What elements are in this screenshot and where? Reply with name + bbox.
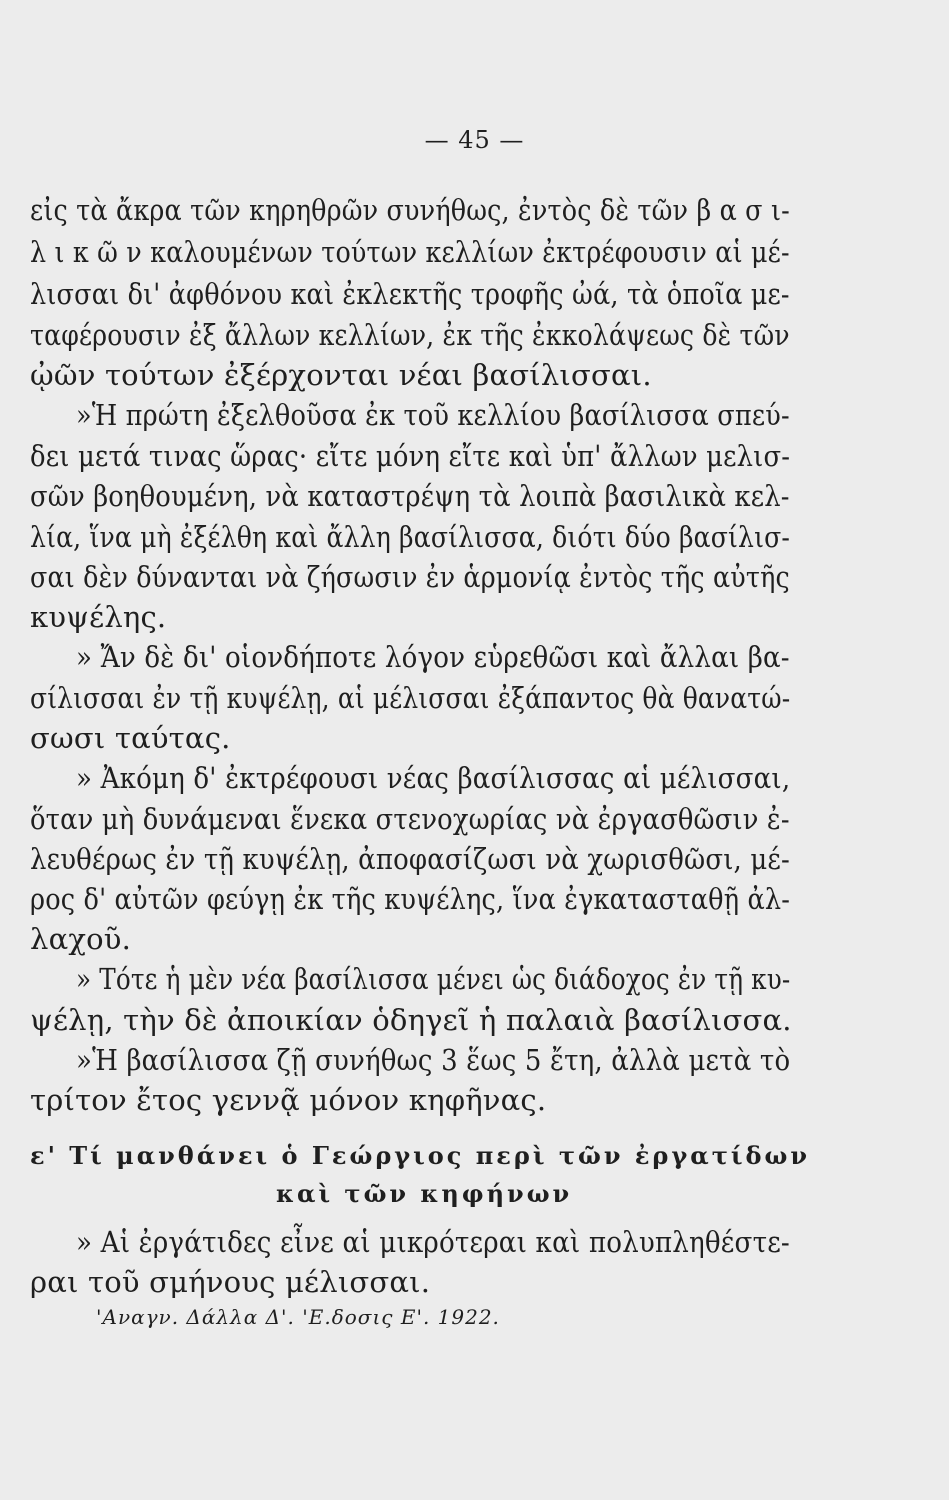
text-line-25: ραι τοῦ σμήνους μέλισσαι. — [30, 1265, 431, 1299]
text-line-9: λία, ἵνα μὴ ἐξέλθη καὶ ἄλλη βασίλισσα, διότι δύο βασίλισ- — [30, 520, 791, 554]
text-line-3: λισσαι δι' ἀφθόνου καὶ ἐκλεκτῆς τροφῆς ὠά, τὰ ὁποῖα με- — [30, 277, 790, 311]
text-line-2: λ ι κ ῶ ν καλουμένων τούτων κελλίων ἐκτρέφουσιν αἱ μέ- — [30, 235, 790, 269]
text-line-18: ρος δ' αὐτῶν φεύγῃ ἐκ τῆς κυψέλης, ἵνα ἐγκατασταθῇ ἀλ- — [30, 882, 791, 916]
text-line-5: ᾠῶν τούτων ἐξέρχονται νέαι βασίλισσαι. — [30, 358, 652, 392]
text-line-16: ὅταν μὴ δυνάμεναι ἕνεκα στενοχωρίας νὰ ἐργασθῶσιν ἐ- — [30, 802, 790, 836]
text-line-11: κυψέλης. — [30, 600, 167, 634]
page-number: — 45 — — [424, 126, 525, 154]
text-line-12: » Ἄν δὲ δι' οἱονδήποτε λόγον εὑρεθῶσι καὶ ἄλλαι βα- — [76, 640, 790, 674]
text-line-24: » Αἱ ἐργάτιδες εἶνε αἱ μικρότεραι καὶ πολυπληθέστε- — [76, 1225, 790, 1259]
text-line-4: ταφέρουσιν ἐξ ἄλλων κελλίων, ἐκ τῆς ἐκκολάψεως δὲ τῶν — [30, 318, 790, 352]
text-line-20: » Τότε ἡ μὲν νέα βασίλισσα μένει ὡς διάδοχος ἐν τῇ κυ- — [76, 962, 791, 996]
text-line-6: »Ἡ πρώτη ἐξελθοῦσα ἐκ τοῦ κελλίου βασίλισσα σπεύ- — [76, 398, 790, 432]
text-line-21: ψέλῃ, τὴν δὲ ἀποικίαν ὁδηγεῖ ἡ παλαιὰ βασίλισσα. — [30, 1003, 792, 1037]
print-footer: 'Αναγν. Δάλλα Δ'. 'Ε.δοσις Ε'. 1922. — [96, 1305, 500, 1329]
text-line-10: σαι δὲν δύνανται νὰ ζήσωσιν ἐν ἁρμονίᾳ ἐντὸς τῆς αὐτῆς — [30, 560, 790, 594]
text-line-23: τρίτον ἔτος γεννᾷ μόνον κηφῆνας. — [30, 1083, 547, 1117]
text-line-1: εἰς τὰ ἄκρα τῶν κηρηθρῶν συνήθως, ἐντὸς δὲ τῶν β α σ ι- — [30, 193, 790, 227]
text-line-17: λευθέρως ἐν τῇ κυψέλῃ, ἀποφασίζωσι νὰ χωρισθῶσι, μέ- — [30, 842, 790, 876]
section-heading-line-1: ε' Τί μανθάνει ὁ Γεώργιος περὶ τῶν ἐργατίδων — [30, 1141, 810, 1170]
section-heading-line-2: καὶ τῶν κηφήνων — [276, 1179, 573, 1208]
text-line-7: δει μετά τινας ὥρας· εἴτε μόνη εἴτε καὶ ὑπ' ἄλλων μελισ- — [30, 439, 791, 473]
text-line-13: σίλισσαι ἐν τῇ κυψέλῃ, αἱ μέλισσαι ἐξάπαντος θὰ θανατώ- — [30, 681, 791, 715]
text-line-19: λαχοῦ. — [30, 922, 132, 956]
text-line-14: σωσι ταύτας. — [30, 721, 231, 755]
text-line-15: » Ἀκόμη δ' ἐκτρέφουσι νέας βασίλισσας αἱ μέλισσαι, — [76, 761, 791, 795]
text-line-8: σῶν βοηθουμένη, νὰ καταστρέψη τὰ λοιπὰ βασιλικὰ κελ- — [30, 479, 790, 513]
text-line-22: »Ἡ βασίλισσα ζῇ συνήθως 3 ἕως 5 ἔτη, ἀλλὰ μετὰ τὸ — [76, 1043, 791, 1077]
